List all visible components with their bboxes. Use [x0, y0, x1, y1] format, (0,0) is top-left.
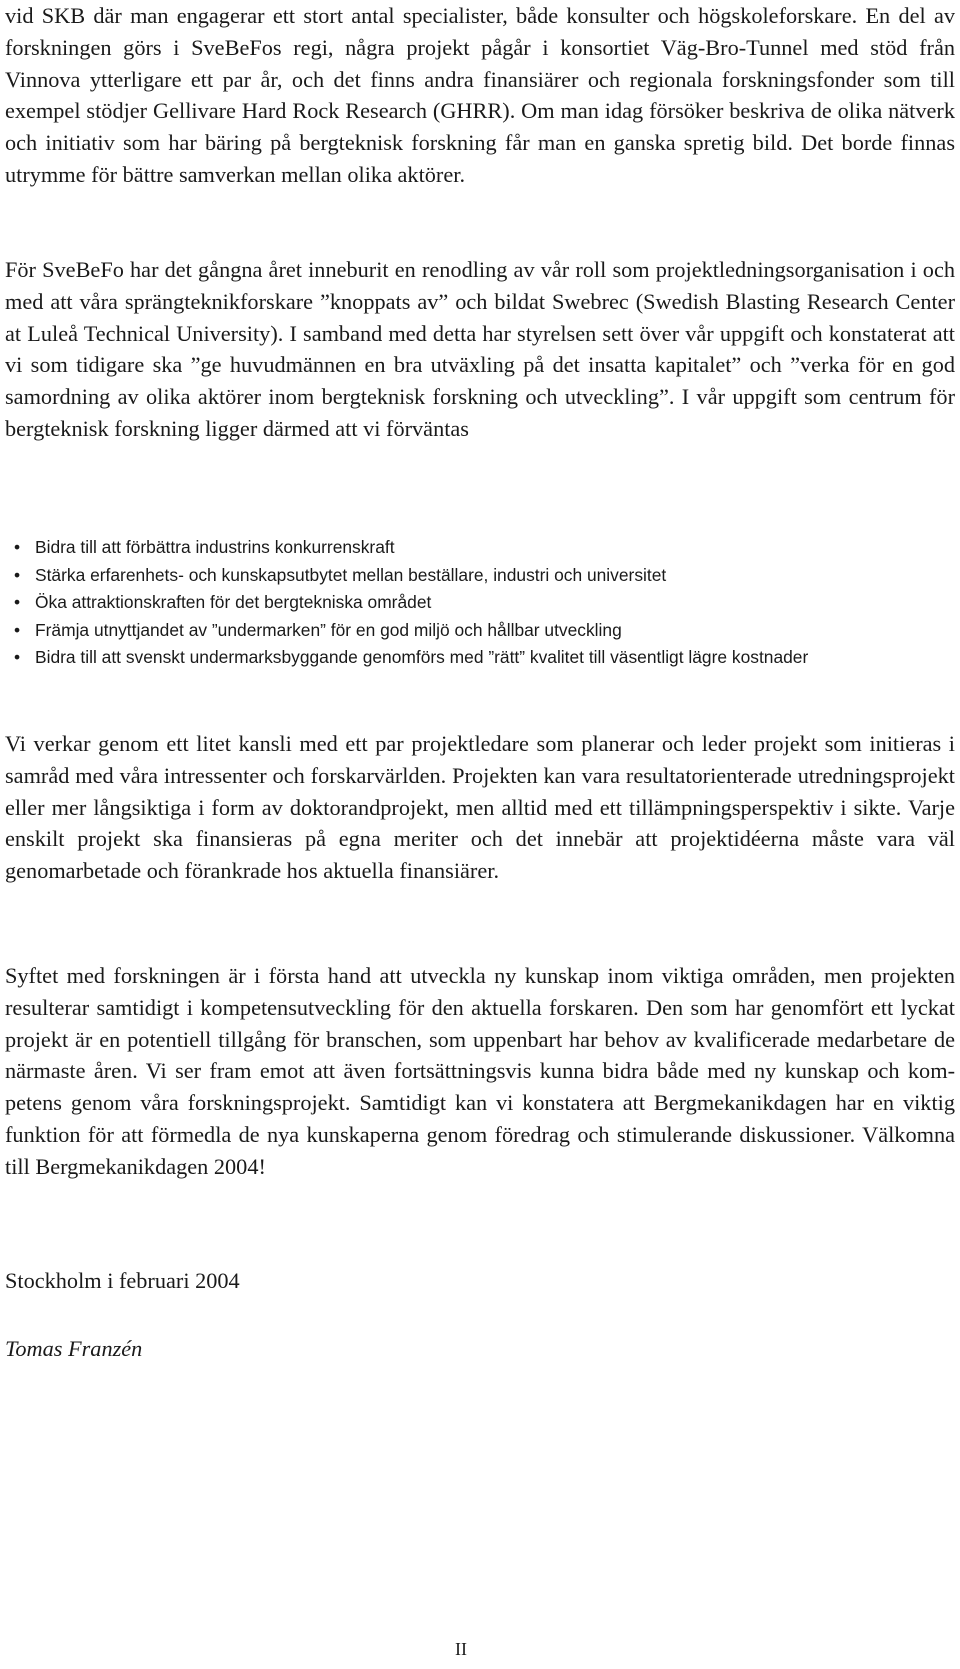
list-item-text: Bidra till att förbättra industrins konkurrenskraft — [35, 537, 395, 557]
place-date: Stockholm i februari 2004 — [5, 1268, 240, 1293]
bullet-icon: • — [14, 537, 21, 557]
list-item-text: Stärka erfarenhets- och kunskapsutbytet mellan beställare, industri och universitet — [35, 564, 667, 585]
list-item — [14, 534, 914, 562]
paragraph-research-networks: vid SKB där man engagerar ett stort antal specialister, både konsulter och högskoleforskare. En del av forskningen görs i SveBeFos regi, några projekt pågår i konsortiet Väg-Bro-Tunnel med stöd från Vinnova ytterligare ett par år, och det finns andra finansiärer och regionala forskningsfonder som till exempel stödjer Gellivare Hard Rock Research (GHRR). Om man idag försöker beskriva de olika nätverk och initiativ som har bäring på bergteknisk forskning får man en ganska spretig bild. Det borde finnas utrymme för bättre samverkan mellan olika aktörer. — [5, 3, 955, 187]
list-item-text: Öka attraktionskraften för det bergtekniska området — [35, 592, 432, 613]
paragraph-svebefo-role: För SveBeFo har det gångna året inneburit en renodling av vår roll som projektledningsorganisation i och med att våra sprängteknikforskare ”knoppats av” och bildat Swebrec (Swedish Blasting Research Center at Luleå Technical University). I samband med detta har styrelsen sett över vår uppgift och konstaterat att vi som tidigare ska ”ge huvudmännen en bra utväxling på det insatta kapitalet” och ”verka för en god samordning av olika aktörer inom bergteknisk forskning och utveckling”. I vår uppgift som centrum för bergteknisk forskning ligger därmed att vi förväntas — [5, 257, 955, 441]
page-number: II — [455, 1639, 467, 1659]
list-item — [14, 617, 914, 645]
list-item-text: Bidra till att svenskt undermarksbyggande genomförs med ”rätt” kvalitet till väsentligt lägre kostnader — [35, 647, 809, 668]
paragraph-working-method: Vi verkar genom ett litet kansli med ett par projektledare som planerar och leder projekt som initieras i samråd med våra intressenter och forskarvärlden. Projekten kan vara resultatorienterade utredningsprojekt eller mer långsiktiga i form av doktorandprojekt, men alltid med ett tillämpningsperspektiv i sikte. Varje enskilt projekt ska finansieras på egna meriter och det innebär att projektidéerna måste vara väl genomarbetade och förankrade hos aktuella finansiärer. — [5, 731, 955, 884]
bullet-icon: • — [14, 647, 21, 668]
list-item — [14, 562, 914, 590]
paragraph-research-purpose: Syftet med forskningen är i första hand att utveckla ny kunskap inom viktiga områden, men projekten resulterar samtidigt i kompetensutveckling för den aktuella forskaren. Den som har genomfört ett lyckat projekt är en potentiell tillgång för branschen, som uppenbart har behov av kvalificerade medarbetare de närmaste åren. Vi ser fram emot att även fortsättningsvis kunna bidra både med ny kunskap och kompetens genom våra forskningsprojekt. Samtidigt kan vi konstatera att Bergmekanikdagen har en viktig funktion för att förmedla de nya kunskaperna genom föredrag och stimulerande diskussioner. Välkomna till Bergmekanikdagen 2004! — [5, 963, 955, 1179]
list-item — [14, 644, 914, 672]
bullet-icon: • — [14, 592, 21, 613]
list-item-text: Främja utnyttjandet av ”undermarken” för en god miljö och hållbar utveckling — [35, 619, 622, 640]
bullet-icon: • — [14, 564, 21, 585]
bullet-icon: • — [14, 619, 21, 640]
task-bullet-list — [14, 534, 914, 672]
list-item — [14, 589, 914, 617]
signature: Tomas Franzén — [5, 1336, 143, 1361]
